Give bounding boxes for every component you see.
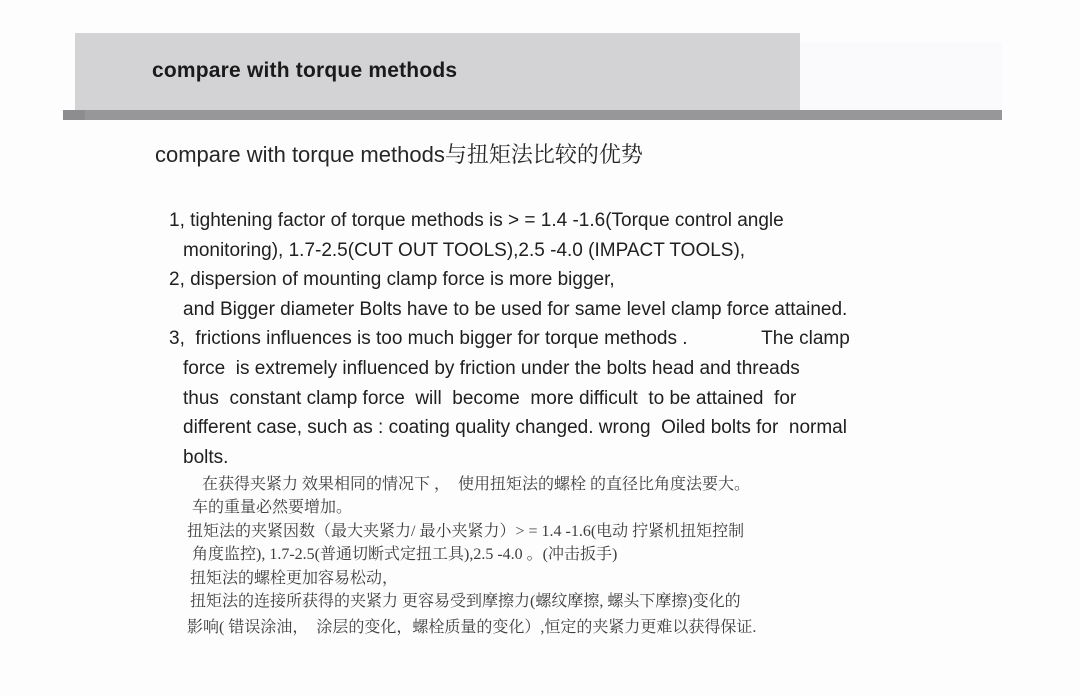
note-line-7: 影响( 错误涂油， 涂层的变化，螺栓质量的变化）,恒定的夹紧力更难以获得保证. <box>187 619 757 637</box>
note-line-3: 扭矩法的夹紧因数（最大夹紧力/ 最小夹紧力）> = 1.4 -1.6(电动 拧紧机扭矩控制 <box>187 522 745 540</box>
note-line-1: 在获得夹紧力 效果相同的情况下 ， 使用扭矩法的螺栓 的直径比角度法要大。 <box>202 476 751 493</box>
note-line-6: 扭矩法的连接所获得的夹紧力 更容易受到摩擦力(螺纹摩擦, 螺头下摩擦)变化的 <box>190 593 741 611</box>
header-divider-bar-cap <box>63 110 85 120</box>
slide-title: compare with torque methods <box>152 59 458 82</box>
body-line-7: thus constant clamp force will become more difficult to be attained for <box>183 387 797 409</box>
note-line-5: 扭矩法的螺栓更加容易松动， <box>190 569 399 587</box>
body-line-4: and Bigger diameter Bolts have to be used for same level clamp force attained. <box>183 298 848 320</box>
header-banner <box>75 33 800 112</box>
body-line-6: force is extremely influenced by friction under the bolts head and threads <box>183 357 800 379</box>
body-text <box>0 206 1080 472</box>
header-divider-bar <box>63 110 1002 120</box>
slide-subtitle: compare with torque methods与扭矩法比较的优势 <box>155 142 643 167</box>
chinese-notes <box>0 473 1080 640</box>
note-line-4: 角度监控), 1.7-2.5(普通切断式定扭工具),2.5 -4.0 。(冲击扳手) <box>192 546 618 564</box>
note-line-2: 车的重量必然要增加。 <box>192 499 353 517</box>
body-line-9: bolts. <box>183 446 229 468</box>
body-line-1: 1, tightening factor of torque methods is > = 1.4 -1.6(Torque control angle <box>169 210 784 231</box>
body-line-8: different case, such as : coating quality changed. wrong Oiled bolts for normal <box>183 417 847 439</box>
body-line-2: monitoring), 1.7-2.5(CUT OUT TOOLS),2.5 -4.0 (IMPACT TOOLS), <box>183 239 746 261</box>
body-line-5: 3, frictions influences is too much bigger for torque methods . The clamp <box>169 328 850 350</box>
body-line-3: 2, dispersion of mounting clamp force is more bigger, <box>169 269 615 291</box>
header-shade <box>800 42 1002 112</box>
